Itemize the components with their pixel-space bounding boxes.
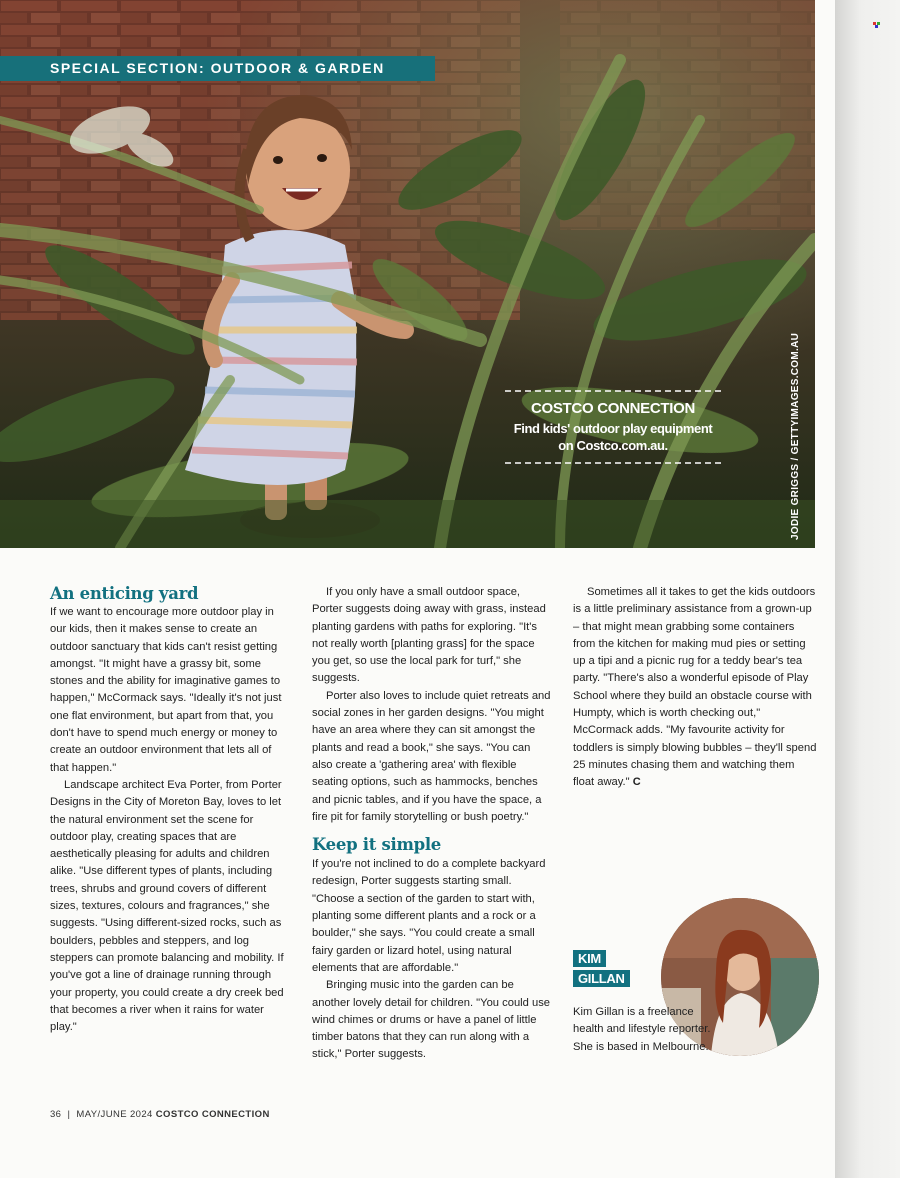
article-column-3 — [573, 584, 818, 792]
promo-text: Find kids' outdoor play equipment on Costco.com.au. — [513, 421, 713, 453]
page-number: 36 — [50, 1109, 62, 1120]
article-column-1 — [50, 584, 290, 1036]
author-name-block — [573, 950, 630, 990]
author-last-name: GILLAN — [573, 970, 630, 987]
paragraph: If you're not inclined to do a complete backyard redesign, Porter suggests starting small. "Choose a section of the garden to start with, planting some different plants and a rock or a boulder," she says. "You could create a small fairy garden or lizard hotel, using natural elements that are affordable." — [312, 858, 546, 974]
end-mark: C — [632, 776, 641, 789]
promo-bottom-divider — [505, 462, 721, 464]
page-footer — [50, 1109, 270, 1120]
issue-date: MAY/JUNE 2024 — [76, 1109, 153, 1120]
paragraph: If you only have a small outdoor space, Porter suggests doing away with grass, instead planting gardens with paths for exploring. "It's not really worth [planting grass] for the space you get, so use the local park for turf," she suggests. — [312, 586, 546, 685]
photo-credit: JODIE GRIGGS / GETTYIMAGES.COM.AU — [790, 332, 801, 540]
page-edge-shadow — [835, 0, 900, 1178]
color-mark-icon — [873, 22, 881, 28]
promo-callout — [505, 390, 721, 482]
paragraph: Bringing music into the garden can be another lovely detail for children. "You could use wind chimes or drums or have a panel of little timber batons that they can run along with a stick," Porter suggests. — [312, 979, 551, 1061]
section-banner-text: SPECIAL SECTION: OUTDOOR & GARDEN — [50, 60, 385, 76]
author-bio: Kim Gillan is a freelance health and lifestyle reporter. She is based in Melbourne. — [573, 1006, 711, 1053]
section-heading-enticing-yard: An enticing yard — [50, 584, 199, 603]
article-column-2 — [312, 584, 552, 1064]
section-heading-keep-it-simple: Keep it simple — [312, 835, 442, 855]
paragraph: Landscape architect Eva Porter, from Porter Designs in the City of Moreton Bay, loves to let the natural environment set the scene for outdoor play, creating spaces that are aesthetically pleasing for adults and children alike. "Use different types of plants, including trees, shrubs and ground covers of different sizes, textures, colours and fragrances," she suggests. "Using different-sized rocks, such as boulders, pebbles and steppers, and log steppers can promote balancing and mobility. If you've got a line of drainage running through your property, you could create a dry creek bed that becomes a river when it rains for water play." — [50, 778, 284, 1034]
paragraph — [573, 584, 818, 792]
paragraph-text: Sometimes all it takes to get the kids outdoors is a little preliminary assistance from a grown-up – that might mean grabbing some containers from the kitchen for making mud pies or setting up a tipi and a picnic rug for a teddy bear's tea party. "There's also a wonderful episode of Play School where they build an obstacle course with Humpty, which is worth checking out," McCormack adds. "My favourite activity for toddlers is simply blowing bubbles – they'll spend 25 minutes chasing them and watching them float away." — [573, 586, 817, 789]
section-banner — [0, 56, 435, 81]
promo-title: COSTCO CONNECTION — [530, 400, 696, 417]
paragraph: If we want to encourage more outdoor play in our kids, then it makes sense to create an outdoor sanctuary that kids can't resist getting amongst. "It might have a grassy bit, some stones and the ability for imaginative games to happen," McCormack says. "Ideally it's not just one flat environment, but apart from that, you don't have to spend much energy or money to create an outdoor environment that lets all of that happen." — [50, 606, 282, 774]
paragraph: Porter also loves to include quiet retreats and social zones in her garden designs. "You might have an area where they can sit amongst the plants and read a book," she says. "You can also create a 'gathering area' with flexible seating options, such as hammocks, benches and picnic tables, and if you have the space, a fire pit for family storytelling or bush poetry." — [312, 689, 551, 823]
promo-top-divider — [505, 390, 721, 392]
publication-name: COSTCO CONNECTION — [155, 1109, 270, 1120]
footer-separator: | — [64, 1109, 74, 1120]
author-first-name: KIM — [573, 950, 606, 967]
